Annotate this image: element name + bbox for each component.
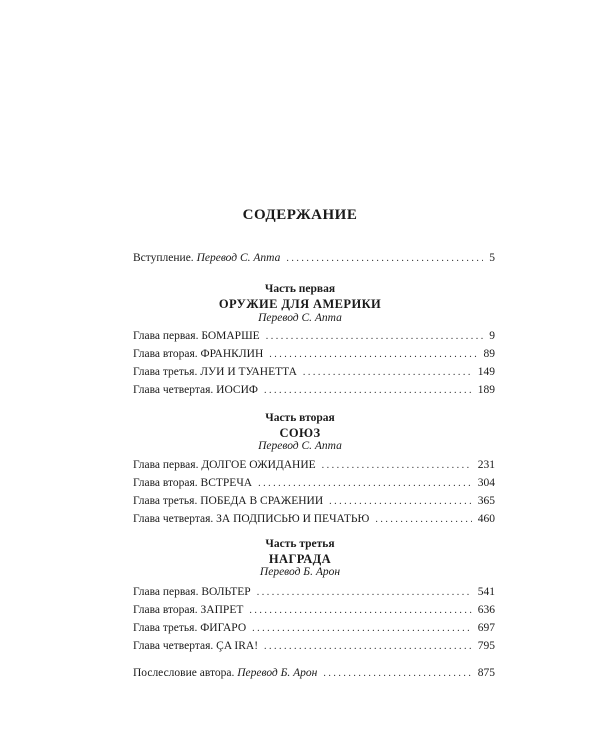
leader-dots <box>252 621 472 637</box>
entry-label: Глава третья. ЛУИ И ТУАНЕТТА <box>133 366 297 378</box>
leader-dots <box>322 458 472 474</box>
entry-label: Глава четвертая. ÇA IRA! <box>133 640 259 652</box>
page-number: 304 <box>477 477 495 489</box>
toc-entry <box>133 620 495 636</box>
page-number: 875 <box>477 667 495 679</box>
toc-entry-afterword <box>133 665 495 681</box>
page-number: 189 <box>477 384 495 396</box>
toc-entry <box>133 346 495 362</box>
entry-label: Глава третья. ПОБЕДА В СРАЖЕНИИ <box>133 495 324 507</box>
entry-label: Послесловие автора. <box>133 667 235 679</box>
leader-dots <box>266 329 484 345</box>
entry-label: Глава первая. БОМАРШЕ <box>133 330 260 342</box>
entry-label: Глава четвертая. ЗА ПОДПИСЬЮ И ПЕЧАТЬЮ <box>133 513 370 525</box>
toc-entry <box>133 457 495 473</box>
toc-entry <box>133 328 495 344</box>
page-number: 365 <box>477 495 495 507</box>
part-label: Часть первая <box>264 283 336 295</box>
leader-dots <box>375 512 471 528</box>
leader-dots <box>303 365 472 381</box>
page-number: 795 <box>477 640 495 652</box>
entry-translator: Перевод Б. Арон <box>237 667 318 679</box>
part-title: НАГРАДА <box>268 552 332 566</box>
toc-entry-intro <box>133 250 495 266</box>
part-translator: Перевод С. Апта <box>258 312 342 324</box>
part-label: Часть вторая <box>265 412 335 424</box>
page-number: 541 <box>477 586 495 598</box>
page-number: 231 <box>477 459 495 471</box>
page-number: 149 <box>477 366 495 378</box>
part-translator: Перевод Б. Арон <box>259 566 341 578</box>
entry-label: Глава четвертая. ИОСИФ <box>133 384 258 396</box>
entry-translator: Перевод С. Апта <box>196 252 281 264</box>
page-number: 460 <box>477 513 495 525</box>
leader-dots <box>264 639 472 655</box>
page-number: 9 <box>489 330 495 342</box>
toc-heading: СОДЕРЖАНИЕ <box>242 207 358 223</box>
toc-entry <box>133 638 495 654</box>
page-number: 636 <box>477 604 495 616</box>
entry-label: Глава третья. ФИГАРО <box>133 622 247 634</box>
leader-dots <box>258 476 472 492</box>
entry-label: Глава вторая. ЗАПРЕТ <box>133 604 244 616</box>
entry-label: Глава первая. ВОЛЬТЕР <box>133 586 251 598</box>
toc-entry <box>133 584 495 600</box>
page-number: 5 <box>489 252 495 264</box>
leader-dots <box>329 494 472 510</box>
toc-entry <box>133 475 495 491</box>
toc-entry <box>133 364 495 380</box>
entry-label: Глава вторая. ВСТРЕЧА <box>133 477 253 489</box>
leader-dots <box>269 347 477 363</box>
leader-dots <box>323 666 471 682</box>
leader-dots <box>264 383 472 399</box>
leader-dots <box>257 585 472 601</box>
part-label: Часть третья <box>265 538 335 550</box>
entry-label: Глава первая. ДОЛГОЕ ОЖИДАНИЕ <box>133 459 316 471</box>
part-title: ОРУЖИЕ ДЛЯ АМЕРИКИ <box>218 297 382 311</box>
leader-dots <box>249 603 471 619</box>
part-translator: Перевод С. Апта <box>258 440 342 452</box>
entry-label: Вступление. <box>133 252 194 264</box>
entry-label: Глава вторая. ФРАНКЛИН <box>133 348 264 360</box>
page-number: 697 <box>477 622 495 634</box>
part-title: СОЮЗ <box>279 426 321 440</box>
page-number: 89 <box>483 348 495 360</box>
toc-entry <box>133 602 495 618</box>
leader-dots <box>286 251 483 267</box>
toc-entry <box>133 493 495 509</box>
toc-entry <box>133 382 495 398</box>
toc-entry <box>133 511 495 527</box>
